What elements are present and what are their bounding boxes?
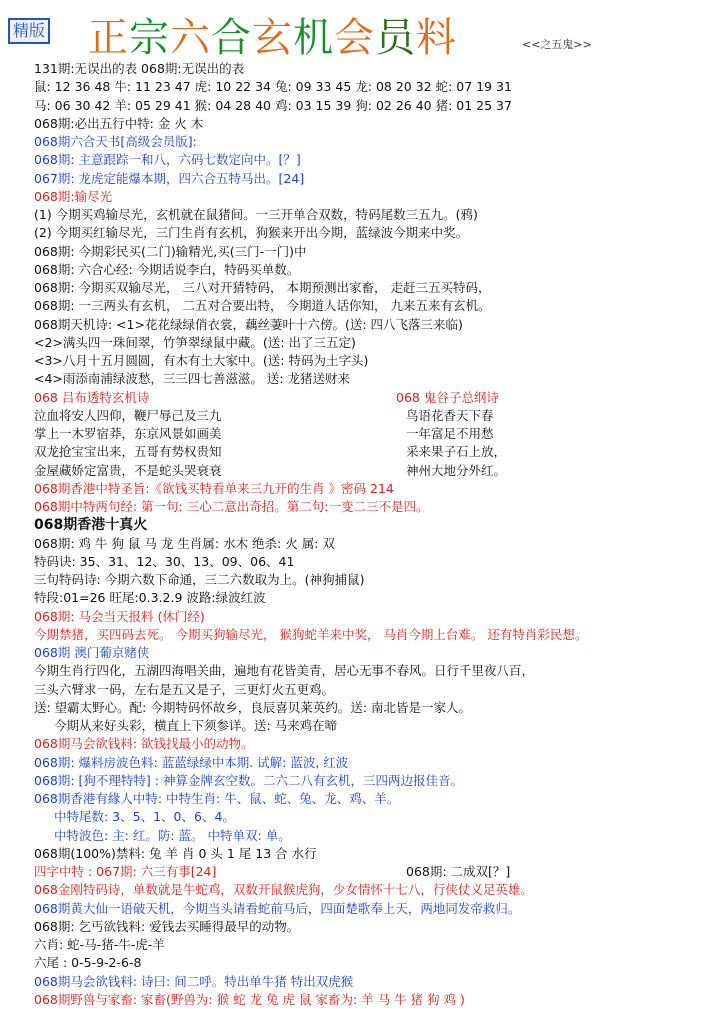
line-text: 068期香港有緣人中特: 中特生肖: 牛、鼠、蛇、兔、龙、鸡、羊。 (34, 791, 400, 806)
line-text: 068期: 鸡 牛 狗 鼠 马 龙 生肖属: 水木 绝杀: 火 属: 双 (34, 535, 335, 551)
page-header (0, 0, 702, 60)
text-line (34, 754, 694, 772)
text-line (34, 918, 694, 936)
line-text-right: 鸟语花香天下春 (406, 407, 494, 423)
text-line (34, 608, 694, 626)
line-text-right: 068 鬼谷子总纲诗 (396, 389, 499, 405)
text-line (34, 845, 694, 863)
text-line (34, 297, 694, 315)
premium-badge: 精版 (8, 18, 50, 44)
text-line (34, 443, 694, 461)
line-text: 双龙抢宝宝出来，五哥有势权贵知 (34, 444, 222, 460)
page-title (88, 6, 457, 63)
text-line (34, 462, 694, 480)
line-text: 金屋藏娇定富贵，不是蛇头哭衰衰 (34, 462, 222, 478)
line-text: 068期:输尽光 (34, 188, 113, 204)
title-char: 员 (375, 15, 416, 61)
line-text: 068期: 乞丐欲钱料: 爱钱去买睡得最早的动物。 (34, 918, 300, 934)
title-char: 六 (170, 15, 211, 61)
line-text: 068期: 六合心经: 今期话说李白，特码买单数。 (34, 261, 300, 277)
text-line (34, 115, 694, 133)
text-line (34, 407, 694, 425)
title-char: 宗 (129, 15, 170, 61)
line-text: 今期禁猪，买四码去死。 今期买狗输尽光， 猴狗蛇羊来中奖， 马肖今期上台难。 还有特肖彩民想。 (34, 626, 588, 642)
line-text-right: 神州大地分外红。 (406, 462, 507, 478)
line-text: 068期:必出五行中特: 金 火 木 (34, 115, 204, 131)
line-text: 068期天机诗: <1>花花绿绿俏衣裳，藕丝萋叶十六傍。(送: 四八飞落三来临) (34, 316, 463, 332)
text-line (34, 772, 694, 790)
text-line (34, 133, 694, 151)
text-line (34, 535, 694, 553)
line-text: (1) 今期买鸡输尽光，玄机就在鼠猪间。一三开单合双数，特码尾数三五九。(鸦) (34, 207, 478, 222)
text-line (34, 243, 694, 261)
line-text: 131期:无误出的表 068期:无误出的表 (34, 61, 245, 76)
line-text: 特码诀: 35、31、12、30、13、09、06、41 (34, 553, 295, 569)
line-text: 068 吕布透特玄机诗 (34, 389, 150, 405)
title-char: 合 (211, 15, 252, 61)
text-line (34, 261, 694, 279)
line-text: 四字中特 : 067期: 六三有事[24] (34, 864, 217, 879)
title-char: 正 (88, 15, 129, 61)
text-line (34, 900, 694, 918)
text-line (34, 352, 694, 370)
line-text: 068期马会欲钱料: 欲钱找最小的动物。 (34, 736, 254, 752)
line-text: 068期: 马会当天报料 (休门经) (34, 608, 205, 624)
text-line (34, 662, 694, 680)
text-line (34, 790, 694, 808)
line-text: 泣血将安人四仰，鞭尸辱己及三九 (34, 407, 222, 423)
text-line (34, 699, 694, 717)
text-line (34, 370, 694, 388)
line-text: 068期野兽与家畜: 家畜(野兽为: 猴 蛇 龙 兔 虎 鼠 家畜为: 羊 马 牛 猪 狗 鸡 ) (34, 991, 465, 1007)
subtitle-tag: <<之五鬼>> (522, 38, 592, 51)
line-text: 068金刚特码诗，单数就是牛蛇鸡，双数开鼠猴虎狗，少女情怀十七八，行侠仗义足英雄。 (34, 882, 533, 898)
line-text: 掌上一木罗宿莽，东京风景如画美 (34, 426, 222, 441)
document-body (34, 60, 694, 1009)
text-line (34, 735, 694, 753)
title-char: 玄 (252, 15, 293, 61)
text-line (34, 97, 694, 115)
line-text: 068期马会欲钱料: 诗曰: 间二呼。特出单牛猪 特出双虎猴 (34, 973, 354, 989)
text-line (34, 681, 694, 699)
line-text: 068期: 今期彩民买(二门)输精光,买(三门-一门)中 (34, 243, 307, 259)
text-line (34, 206, 694, 224)
text-line (34, 936, 694, 954)
text-line (34, 553, 694, 571)
line-text: 068期: [狗不理特特] : 神算金牌玄空数。二六二八有玄机，三四两边报佳音。 (34, 772, 463, 788)
text-line (34, 498, 694, 516)
line-text-right: 采来果子石上放， (406, 444, 507, 460)
line-text-right: 一年富足不用愁 (406, 426, 494, 441)
text-line (34, 170, 694, 188)
text-line (34, 954, 694, 972)
text-line (34, 571, 694, 589)
line-text: 六肖: 蛇-马-猪-牛-虎-羊 (34, 937, 165, 952)
line-text: 068期中特两句经: 第一句: 三心二意出奇招。第二句:一变二三不是四。 (34, 499, 429, 514)
line-text: (2) 今期买红输尽光，三门生肖有玄机，狗猴来开出今期，蓝绿波今期来中奖。 (34, 225, 469, 241)
text-line (34, 151, 694, 169)
line-text: 068期香港中特圣旨:《欲钱买特看单来三九开的生肖 》密码 214 (34, 480, 394, 496)
line-text: 六尾 : 0-5-9-2-6-8 (34, 955, 142, 971)
title-char: 机 (293, 15, 334, 61)
text-line (34, 973, 694, 991)
text-line (34, 60, 694, 78)
line-text: 特段:01=26 旺尾:0.3.2.9 波路:绿波红波 (34, 590, 266, 606)
text-line (34, 644, 694, 662)
line-text: 中特尾数: 3、5、1、0、6、4。 (54, 809, 235, 825)
line-text: 中特波色: 主: 红。防: 蓝。 中特单双: 单。 (54, 827, 291, 843)
line-text: <4>雨添南浦绿波愁，三三四七善滋滋。 送: 龙猪送财来 (34, 371, 351, 387)
title-char: 会 (334, 15, 375, 61)
text-line (34, 516, 694, 534)
text-line (34, 626, 694, 644)
text-line (34, 389, 694, 407)
line-text: 068期香港十真火 (34, 517, 148, 534)
line-text: 068期(100%)禁料: 兔 羊 肖 0 头 1 尾 13 合 水行 (34, 845, 317, 861)
text-line (34, 881, 694, 899)
text-line (34, 334, 694, 352)
text-line (34, 425, 694, 443)
line-text: 今期生肖行四化，五湖四海唱关曲，遍地有花皆美青，居心无事不春风。日行千里夜八百， (34, 663, 535, 679)
line-text: 马: 06 30 42 羊: 05 29 41 猴: 04 28 40 鸡: 03 15 39 狗: 02 26 40 猪: 01 25 37 (34, 97, 512, 113)
line-text: 三句特码诗: 今期六数下命通，三二六数取为上。(神狗捕鼠) (34, 572, 365, 587)
text-line (34, 589, 694, 607)
text-line (34, 224, 694, 242)
title-char: 料 (416, 15, 457, 61)
text-line (34, 863, 694, 881)
text-line (34, 991, 694, 1009)
line-text: 三头六臂求一码，左右是五又是子，三更灯火五更鸡。 (34, 681, 335, 697)
line-text: 068期: 爆料房波色料: 蓝蓝绿绿中本期. 试解: 蓝波, 红波 (34, 754, 349, 770)
text-line (34, 188, 694, 206)
line-text: 今期从来好头彩，横直上下须参详。送: 马来鸡在啼 (54, 718, 338, 733)
text-line (34, 808, 694, 826)
text-line (34, 827, 694, 845)
text-line (34, 717, 694, 735)
line-text: 068期黄大仙一语破天机，今期当头请看蛇前马后，四面楚歌奉上天，两地同发帝救归。 (34, 900, 521, 916)
line-text: <2>满头四一珠间翠，竹笋翠绿鼠中藏。(送: 出了三五定) (34, 334, 356, 350)
text-line (34, 316, 694, 334)
line-text: 068期: 主意跟踪一和八，六码七数定向中。[？] (34, 152, 301, 168)
text-line (34, 78, 694, 96)
line-text: 068期: 今期买双输尽光， 三八对开猜特码， 本期预测出家畜， 走赶三五买特码， (34, 280, 491, 295)
line-text: 068期 澳门葡京赌侠 (34, 645, 150, 660)
line-text: 068期六合天书[高级会员版]: (34, 134, 197, 149)
line-text: 送: 望霸太野心。配: 今期特码怀故乡，良辰喜贝莱英约。送: 南北皆是一家人。 (34, 699, 472, 715)
line-text: <3>八月十五月圆圆，有木有土大家中。(送: 特码为土字头) (34, 353, 369, 368)
line-text: 068期: 一三两头有玄机， 二五对合要出特， 今期道人话你知， 九来五来有玄机。 (34, 298, 491, 314)
text-line (34, 279, 694, 297)
line-text: 鼠: 12 36 48 牛: 11 23 47 虎: 10 22 34 兔: 09 33 45 龙: 08 20 32 蛇: 07 19 31 (34, 79, 512, 95)
text-line (34, 480, 694, 498)
line-text-right: 068期: 二成双[？] (406, 864, 511, 879)
line-text: 067期: 龙虎定能爆本期，四六合五特马出。[24] (34, 170, 305, 186)
